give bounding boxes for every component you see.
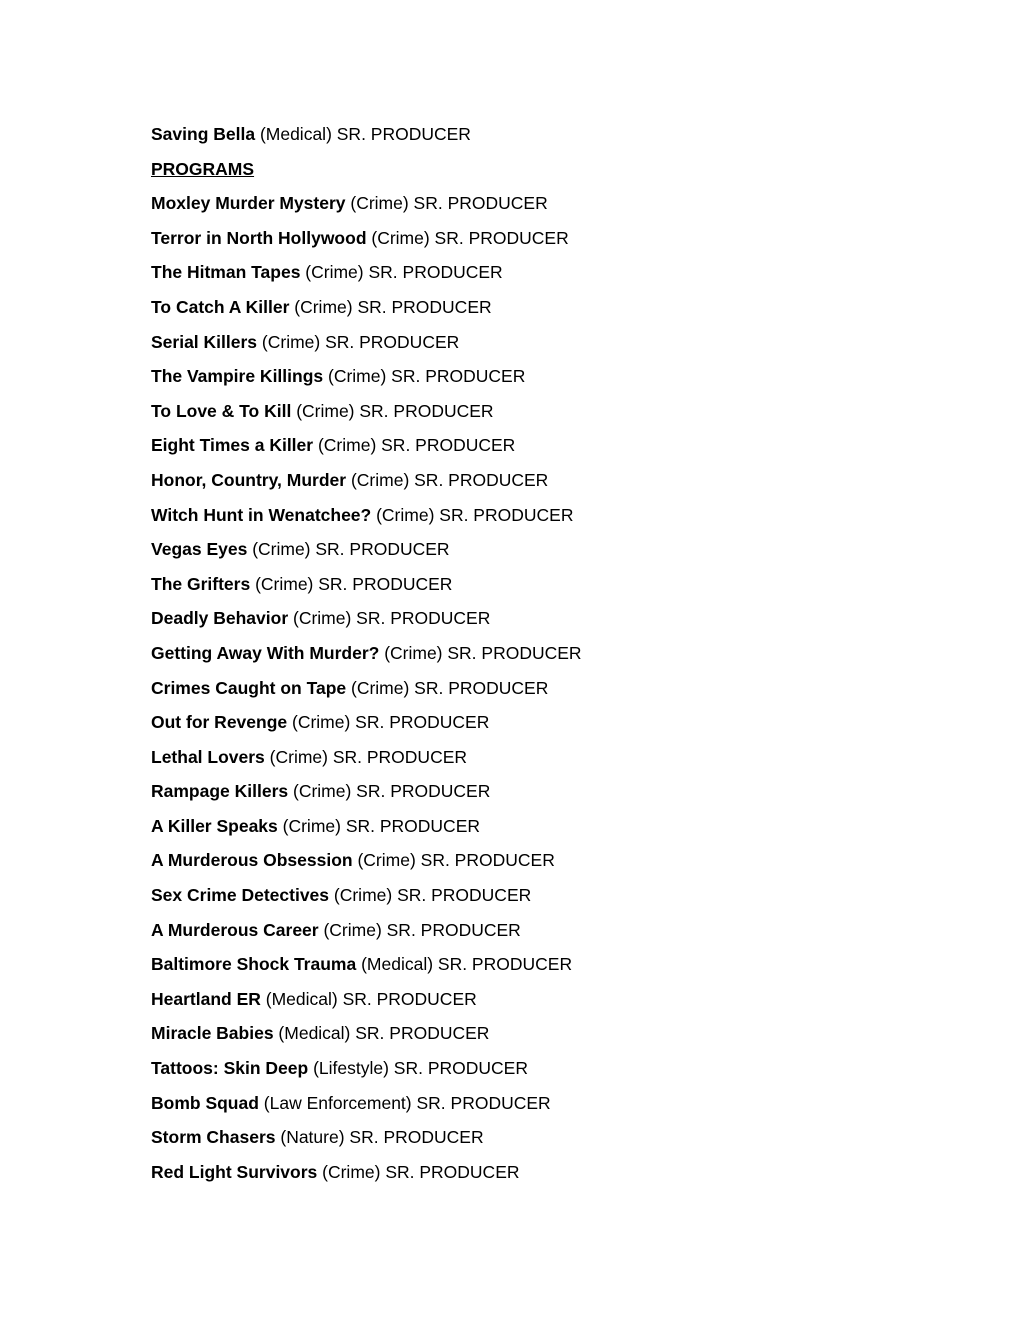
program-title: Heartland ER — [151, 988, 261, 1009]
credit-entry — [151, 226, 971, 261]
credit-entry — [151, 641, 971, 676]
program-title: Serial Killers — [151, 331, 258, 352]
program-title: To Love & To Kill — [151, 400, 292, 421]
program-detail: (Crime) SR. PRODUCER — [291, 400, 494, 421]
section-heading — [151, 157, 971, 192]
program-detail: (Crime) SR. PRODUCER — [366, 227, 569, 248]
program-title: A Murderous Career — [151, 919, 319, 940]
program-title: Deadly Behavior — [151, 608, 289, 629]
credit-entry — [151, 848, 971, 883]
credit-entry — [151, 364, 971, 399]
program-detail: (Crime) SR. PRODUCER — [250, 573, 453, 594]
program-title: A Murderous Obsession — [151, 850, 353, 871]
program-detail: (Medical) SR. PRODUCER — [356, 954, 573, 975]
credit-entry — [151, 572, 971, 607]
credit-entry — [151, 1056, 971, 1091]
program-detail: (Crime) SR. PRODUCER — [317, 1161, 520, 1182]
program-detail: (Lifestyle) SR. PRODUCER — [308, 1058, 528, 1079]
program-detail: (Crime) SR. PRODUCER — [289, 296, 492, 317]
program-title: Lethal Lovers — [151, 746, 265, 767]
program-title: Storm Chasers — [151, 1127, 276, 1148]
program-detail: (Crime) SR. PRODUCER — [313, 435, 516, 456]
credits-list — [151, 122, 971, 1194]
program-title: Red Light Survivors — [151, 1161, 318, 1182]
program-title: Bomb Squad — [151, 1092, 259, 1113]
program-detail: (Crime) SR. PRODUCER — [329, 885, 532, 906]
program-detail: (Crime) SR. PRODUCER — [300, 262, 503, 283]
program-detail: (Crime) SR. PRODUCER — [371, 504, 574, 525]
program-title: Rampage Killers — [151, 781, 289, 802]
credit-entry — [151, 1160, 971, 1195]
program-detail: (Crime) SR. PRODUCER — [323, 366, 526, 387]
credit-entry — [151, 399, 971, 434]
program-title: A Killer Speaks — [151, 815, 278, 836]
program-detail: (Crime) SR. PRODUCER — [287, 712, 490, 733]
credit-entry — [151, 745, 971, 780]
credit-entry — [151, 779, 971, 814]
credit-entry — [151, 1091, 971, 1126]
program-detail: (Medical) SR. PRODUCER — [260, 988, 477, 1009]
program-detail: (Crime) SR. PRODUCER — [264, 746, 468, 767]
program-title: The Vampire Killings — [151, 366, 324, 387]
credit-entry — [151, 710, 971, 745]
programs-heading: PROGRAMS — [151, 158, 255, 179]
credit-entry — [151, 1125, 971, 1160]
credit-entry — [151, 433, 971, 468]
program-detail: (Crime) SR. PRODUCER — [346, 677, 549, 698]
credit-entry — [151, 883, 971, 918]
program-title: Getting Away With Murder? — [151, 642, 380, 663]
credit-entry — [151, 122, 971, 157]
program-title: Tattoos: Skin Deep — [151, 1058, 309, 1079]
program-detail: (Nature) SR. PRODUCER — [275, 1127, 484, 1148]
program-title: The Hitman Tapes — [151, 262, 301, 283]
program-title: Witch Hunt in Wenatchee? — [151, 504, 372, 525]
credit-entry — [151, 295, 971, 330]
program-detail: (Crime) SR. PRODUCER — [247, 539, 450, 560]
program-title: Honor, Country, Murder — [151, 469, 347, 490]
program-detail: (Law Enforcement) SR. PRODUCER — [258, 1092, 551, 1113]
program-title: Saving Bella — [151, 124, 256, 144]
program-title: Baltimore Shock Trauma — [151, 954, 357, 975]
program-title: Crimes Caught on Tape — [151, 677, 347, 698]
program-title: Out for Revenge — [151, 712, 288, 733]
credit-entry — [151, 191, 971, 226]
program-detail: (Crime) SR. PRODUCER — [352, 850, 555, 871]
program-detail: (Crime) SR. PRODUCER — [379, 642, 582, 663]
program-detail: (Medical) SR. PRODUCER — [273, 1023, 490, 1044]
credit-entry — [151, 537, 971, 572]
credit-entry — [151, 468, 971, 503]
program-detail: (Crime) SR. PRODUCER — [288, 608, 491, 629]
program-title: Terror in North Hollywood — [151, 227, 367, 248]
program-detail: (Crime) SR. PRODUCER — [257, 331, 460, 352]
credit-entry — [151, 918, 971, 953]
program-title: Miracle Babies — [151, 1023, 274, 1044]
credit-entry — [151, 987, 971, 1022]
credit-entry — [151, 330, 971, 365]
program-detail: (Crime) SR. PRODUCER — [277, 815, 481, 836]
program-title: Sex Crime Detectives — [151, 885, 330, 906]
program-detail: (Medical) SR. PRODUCER — [255, 124, 471, 144]
credit-entry — [151, 606, 971, 641]
credit-entry — [151, 814, 971, 849]
credit-entry — [151, 503, 971, 538]
program-title: The Grifters — [151, 573, 251, 594]
program-title: Vegas Eyes — [151, 539, 248, 560]
program-title: Moxley Murder Mystery — [151, 193, 346, 214]
credit-entry — [151, 260, 971, 295]
program-detail: (Crime) SR. PRODUCER — [346, 469, 549, 490]
program-detail: (Crime) SR. PRODUCER — [288, 781, 491, 802]
program-title: Eight Times a Killer — [151, 435, 314, 456]
credit-entry — [151, 676, 971, 711]
credit-entry — [151, 1021, 971, 1056]
credit-entry — [151, 952, 971, 987]
program-detail: (Crime) SR. PRODUCER — [318, 919, 521, 940]
program-title: To Catch A Killer — [151, 296, 290, 317]
program-detail: (Crime) SR. PRODUCER — [345, 193, 548, 214]
